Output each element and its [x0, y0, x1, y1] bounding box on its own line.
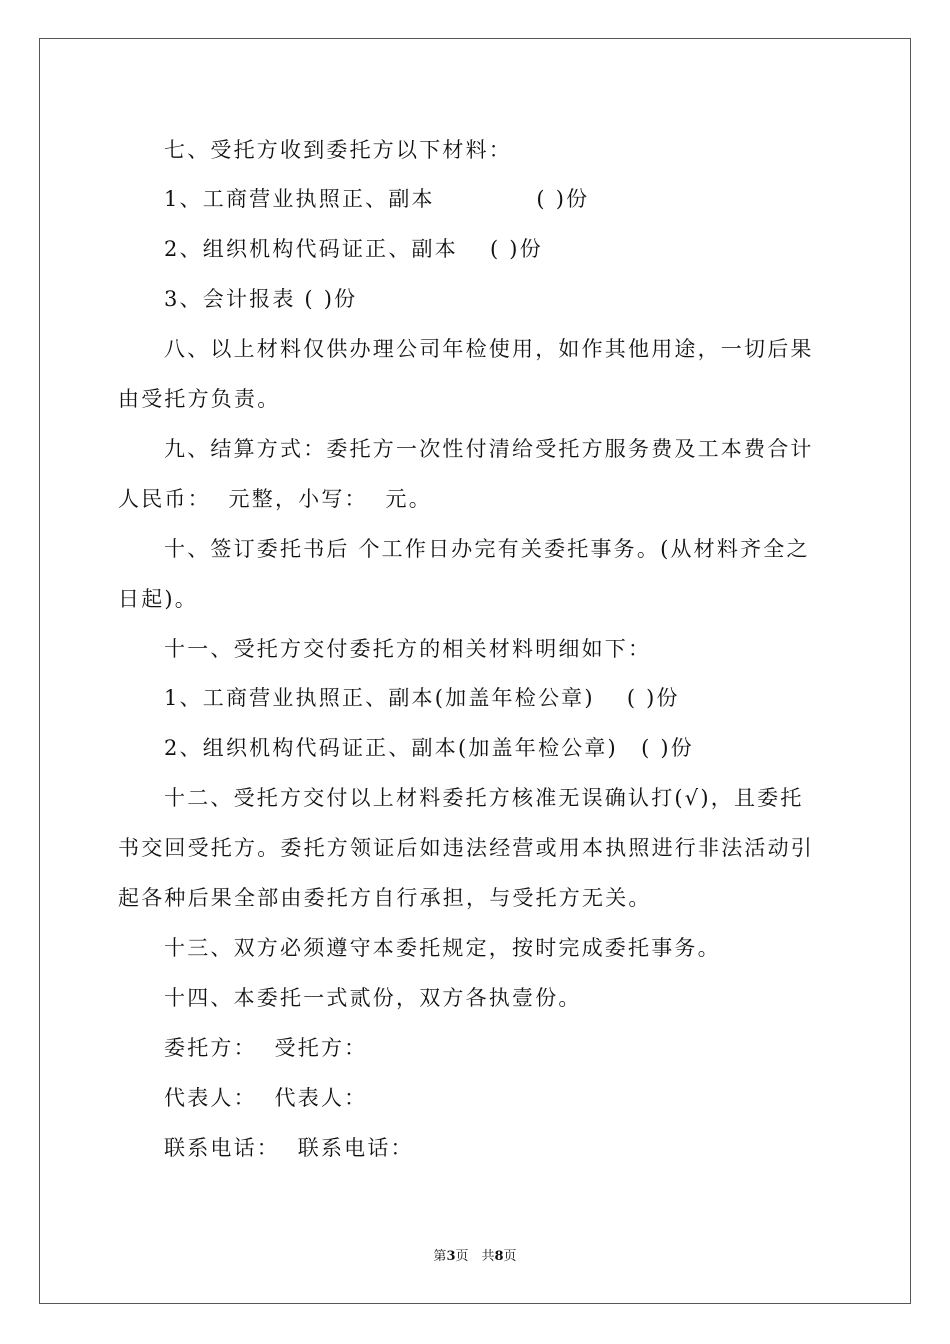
page-total: 8 — [494, 1249, 504, 1264]
page-border — [39, 38, 911, 1304]
section-10-text: 十、签订委托书后 个工作日办完有关委托事务。(从材料齐全之 — [164, 537, 810, 561]
section-9-text-cont: 人民币： 元整，小写： 元。 — [118, 487, 432, 511]
section-12-text: 十二、受托方交付以上材料委托方核准无误确认打(√)，且委托 — [164, 786, 804, 810]
page-suffix: 页 — [503, 1249, 517, 1264]
section-11-heading: 十一、受托方交付委托方的相关材料明细如下： — [164, 637, 652, 661]
signature-phones: 联系电话： 联系电话： — [164, 1136, 414, 1160]
list-item: 2、组织机构代码证正、副本(加盖年检公章) ( )份 — [164, 736, 695, 760]
list-item: 3、会计报表 ( )份 — [164, 287, 358, 311]
section-9-text: 九、结算方式：委托方一次性付清给受托方服务费及工本费合计 — [164, 437, 814, 461]
section-12-text-cont: 起各种后果全部由委托方自行承担，与受托方无关。 — [118, 886, 652, 910]
signature-parties: 委托方： 受托方： — [164, 1036, 368, 1060]
list-item: 1、工商营业执照正、副本(加盖年检公章) ( )份 — [164, 686, 680, 710]
signature-representatives: 代表人： 代表人： — [164, 1086, 368, 1110]
list-item: 2、组织机构代码证正、副本 ( )份 — [164, 237, 543, 261]
page-current: 3 — [446, 1249, 456, 1264]
section-12-text-cont: 书交回受托方。委托方领证后如违法经营或用本执照进行非法活动引 — [118, 836, 814, 860]
section-8-text: 八、以上材料仅供办理公司年检使用，如作其他用途，一切后果 — [164, 337, 814, 361]
section-10-text-cont: 日起)。 — [118, 587, 198, 611]
section-14-text: 十四、本委托一式贰份，双方各执壹份。 — [164, 986, 582, 1010]
page-mid: 页 共 — [455, 1249, 495, 1264]
section-13-text: 十三、双方必须遵守本委托规定，按时完成委托事务。 — [164, 936, 721, 960]
page-prefix: 第 — [433, 1249, 447, 1264]
list-item: 1、工商营业执照正、副本 ( )份 — [164, 187, 590, 211]
page-footer — [0, 1248, 950, 1266]
section-8-text-cont: 由受托方负责。 — [118, 387, 281, 411]
section-7-heading: 七、受托方收到委托方以下材料： — [164, 138, 512, 162]
